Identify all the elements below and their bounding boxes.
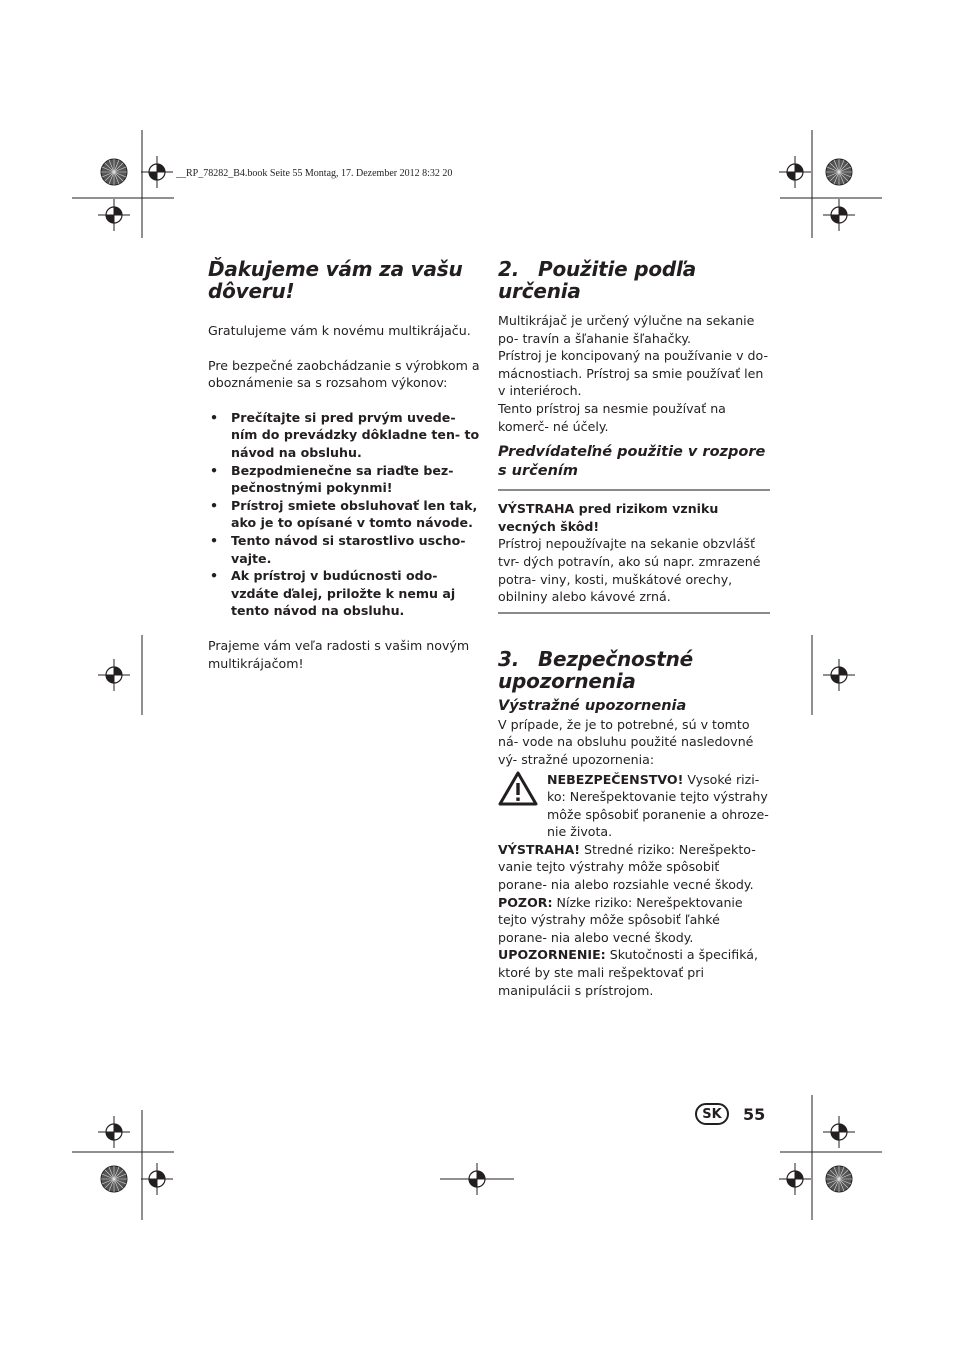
notice-text: Skutočnosti a špecifiká, ktoré by ste mali rešpektovať pri manipulácii s prístrojom. (498, 947, 759, 998)
safety-intro-paragraph: Pre bezpečné zaobchádzanie s výrobkom a oboznámenie sa s rozsahom výkonov: (208, 357, 480, 391)
right-column (498, 258, 770, 999)
section-3-heading (498, 648, 770, 692)
warnings-subheading: Výstražné upozornenia (498, 697, 687, 714)
property-warning-title: VÝSTRAHA pred rizikom vzniku vecných škôd! (498, 501, 719, 534)
registration-mark-icon (823, 199, 855, 231)
property-warning-text: Prístroj nepoužívajte na sekanie obzvlášť tvr- dých potravín, ako sú napr. zmrazené potra- viny, kosti, muškátové orechy, obilniny alebo kávové zrná. (498, 536, 761, 605)
warning-triangle-icon (498, 771, 538, 807)
registration-mark-icon (98, 659, 130, 691)
section-3-title: Bezpečnostné upozornenia (498, 646, 694, 693)
color-target-icon (826, 1166, 852, 1192)
danger-text: Vysoké rizi- ko: Nerešpektovanie tejto výstrahy môže spôsobiť poranenie a ohroze- nie života. (547, 771, 769, 840)
section-3-number: 3. (498, 646, 520, 671)
section-2-number: 2. (498, 257, 520, 281)
list-item: • Prečítajte si pred prvým uvede- ním do prevádzky dôkladne ten- to návod na obsluhu. (208, 409, 480, 462)
divider (498, 612, 770, 614)
print-header-line: __RP_78282_B4.book Seite 55 Montag, 17. Dezember 2012 8:32 20 (176, 168, 453, 179)
color-target-icon (826, 159, 852, 185)
section-2-para-1: Multikrájač je určený výlučne na sekanie po- travín a šľahanie šľahačky. (498, 313, 755, 346)
danger-notice (498, 771, 770, 841)
warning-notice (498, 841, 770, 894)
danger-label: NEBEZPEČENSTVO! (547, 771, 684, 787)
warning-label: VÝSTRAHA! (498, 841, 581, 857)
registration-mark-icon (141, 1163, 173, 1195)
section-2-title: Použitie podľa určenia (498, 257, 697, 303)
caution-notice (498, 894, 770, 947)
registration-mark-icon (779, 1163, 811, 1195)
page-number: 55 (743, 1104, 766, 1124)
registration-mark-icon (141, 156, 173, 188)
misuse-subheading: Predvídateľné použitie v rozpore s určením (498, 444, 766, 480)
caution-text: Nízke riziko: Nerešpektovanie tejto výstrahy môže spôsobiť ľahké porane- nia alebo vecné škody. (498, 894, 743, 945)
section-2-heading (498, 258, 770, 302)
section-2-para-2: Prístroj je koncipovaný na používanie v do- mácnostiach. Prístroj sa smie používať len v interiéroch. (498, 348, 768, 399)
language-badge: SK (695, 1103, 729, 1125)
danger-notice-text (547, 771, 770, 841)
page-footer (695, 1103, 765, 1125)
color-target-icon (101, 159, 127, 185)
warnings-intro: V prípade, že je to potrebné, sú v tomto ná- vode na obsluhu použité nasledovné vý- stražné upozornenia: (498, 716, 754, 767)
list-item: • Prístroj smiete obsluhovať len tak, ako je to opísané v tomto návode. (208, 497, 480, 532)
section-2-para-3: Tento prístroj sa nesmie používať na komerč- né účely. (498, 400, 726, 434)
caution-label: POZOR: (498, 894, 553, 910)
registration-mark-icon (98, 199, 130, 231)
registration-mark-icon (98, 1116, 130, 1148)
closing-paragraph: Prajeme vám veľa radosti s vašim novým multikrájačom! (208, 637, 470, 671)
safety-bullet-list (208, 409, 480, 620)
registration-mark-icon (461, 1163, 493, 1195)
notice-paragraph (498, 946, 770, 999)
thanks-title: Ďakujeme vám za vašu dôveru! (208, 257, 463, 303)
list-item: • Bezpodmienečne sa riaďte bez- pečnostnými pokynmi! (208, 462, 480, 497)
list-item: • Tento návod si starostlivo uscho- vajte. (208, 532, 480, 567)
list-item: • Ak prístroj v budúcnosti odo- vzdáte ďalej, priložte k nemu aj tento návod na obsluhu. (208, 567, 480, 620)
warning-text: Stredné riziko: Nerešpekto- vanie tejto výstrahy môže spôsobiť porane- nia alebo rozsiahle vecné škody. (498, 841, 756, 893)
left-column (208, 258, 480, 672)
notice-label: UPOZORNENIE: (498, 947, 606, 963)
registration-mark-icon (823, 659, 855, 691)
intro-paragraph: Gratulujeme vám k novému multikrájaču. (208, 323, 471, 338)
divider (498, 489, 770, 491)
color-target-icon (101, 1166, 127, 1192)
registration-mark-icon (779, 156, 811, 188)
registration-mark-icon (823, 1116, 855, 1148)
